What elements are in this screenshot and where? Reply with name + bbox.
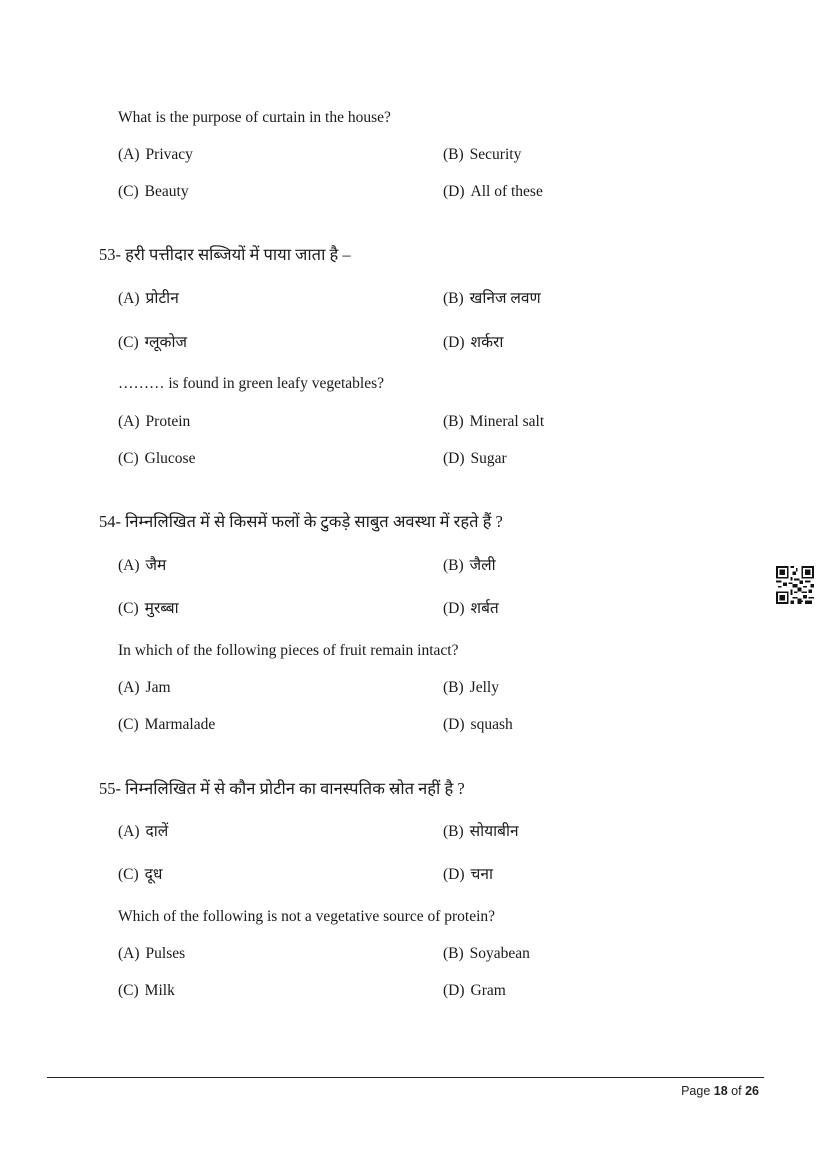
- option-text: Mineral salt: [469, 413, 545, 430]
- option-text: Beauty: [144, 183, 189, 200]
- of-word: of: [731, 1084, 742, 1098]
- option-label: (C): [118, 866, 139, 883]
- option-label: (A): [118, 823, 140, 840]
- option-text: जैली: [469, 557, 496, 574]
- q54-option-d: [443, 715, 513, 735]
- option-label: (B): [443, 413, 464, 430]
- option-label: (D): [443, 716, 465, 733]
- q53-hindi-option-c: [118, 333, 187, 353]
- q53-hindi-option-a: [118, 289, 179, 309]
- option-label: (C): [118, 716, 139, 733]
- option-label: (B): [443, 945, 464, 962]
- q53-english-text: ……… is found in green leafy vegetables?: [118, 375, 384, 392]
- q54-hindi-text: 54- निम्नलिखित में से किसमें फलों के टुकड़े साबुत अवस्था में रहते हैं ?: [99, 512, 503, 531]
- option-label: (B): [443, 146, 464, 163]
- q55-hindi-text: 55- निम्नलिखित में से कौन प्रोटीन का वानस्पतिक स्रोत नहीं है ?: [99, 779, 465, 798]
- option-label: (A): [118, 413, 140, 430]
- option-text: दूध: [144, 866, 163, 883]
- option-label: (C): [118, 982, 139, 999]
- option-text: Protein: [145, 413, 191, 430]
- option-label: (D): [443, 982, 465, 999]
- option-text: Glucose: [144, 450, 196, 467]
- option-label: (B): [443, 823, 464, 840]
- option-label: (D): [443, 183, 465, 200]
- q54-option-b: [443, 678, 499, 698]
- q52-english-text: What is the purpose of curtain in the house?: [118, 109, 391, 126]
- option-label: (A): [118, 945, 140, 962]
- q54-hindi-option-c: [118, 599, 179, 619]
- option-label: (C): [118, 450, 139, 467]
- q52-option-a: [118, 145, 193, 165]
- option-text: Soyabean: [469, 945, 530, 962]
- q54-option-c: [118, 715, 215, 735]
- option-text: Pulses: [145, 945, 186, 962]
- q53-hindi-option-d: [443, 333, 503, 353]
- option-text: शर्बत: [470, 600, 499, 617]
- page-number-footer: [681, 1084, 759, 1098]
- q55-english-text: Which of the following is not a vegetative source of protein?: [118, 908, 496, 925]
- q53-option-d: [443, 449, 507, 469]
- option-text: Marmalade: [144, 716, 216, 733]
- option-text: Privacy: [145, 146, 193, 163]
- option-text: जैम: [145, 557, 167, 574]
- option-text: दालें: [145, 823, 169, 840]
- option-label: (B): [443, 290, 464, 307]
- q53-hindi-text: 53- हरी पत्तीदार सब्जियों में पाया जाता है –: [99, 245, 351, 264]
- q54-english-text: In which of the following pieces of fruit remain intact?: [118, 642, 459, 659]
- q52-option-d: [443, 182, 543, 202]
- q52-option-c: [118, 182, 189, 202]
- option-text: Jelly: [469, 679, 499, 696]
- q54-hindi-option-b: [443, 556, 496, 576]
- option-label: (C): [118, 183, 139, 200]
- option-text: ग्लूकोज: [144, 334, 187, 351]
- option-text: मुरब्बा: [144, 600, 179, 617]
- q55-hindi-option-c: [118, 865, 162, 885]
- q55-option-d: [443, 981, 506, 1001]
- q54-hindi-option-d: [443, 599, 499, 619]
- option-label: (D): [443, 866, 465, 883]
- option-text: Gram: [470, 982, 506, 999]
- option-label: (A): [118, 679, 140, 696]
- option-text: All of these: [470, 183, 543, 200]
- option-label: (B): [443, 557, 464, 574]
- q55-hindi-option-d: [443, 865, 493, 885]
- q53-option-c: [118, 449, 195, 469]
- option-text: प्रोटीन: [145, 290, 179, 307]
- option-text: शर्करा: [470, 334, 504, 351]
- option-label: (D): [443, 334, 465, 351]
- option-label: (A): [118, 146, 140, 163]
- q55-hindi-option-b: [443, 822, 519, 842]
- q55-option-a: [118, 944, 185, 964]
- qr-code-icon: [776, 566, 814, 604]
- option-text: Security: [469, 146, 522, 163]
- current-page-number: 18: [713, 1084, 728, 1098]
- q53-option-a: [118, 412, 190, 432]
- footer-divider: [47, 1077, 764, 1078]
- option-label: (B): [443, 679, 464, 696]
- q55-hindi-option-a: [118, 822, 168, 842]
- page-word: Page: [681, 1084, 711, 1098]
- q55-option-c: [118, 981, 175, 1001]
- option-text: खनिज लवण: [469, 290, 541, 307]
- q53-hindi-option-b: [443, 289, 541, 309]
- q54-hindi-option-a: [118, 556, 166, 576]
- option-text: Milk: [144, 982, 175, 999]
- option-text: Sugar: [470, 450, 507, 467]
- option-text: चना: [470, 866, 493, 883]
- option-label: (D): [443, 450, 465, 467]
- option-text: Jam: [145, 679, 171, 696]
- q55-option-b: [443, 944, 530, 964]
- q52-option-b: [443, 145, 521, 165]
- total-pages-number: 26: [745, 1084, 759, 1098]
- option-text: squash: [470, 716, 513, 733]
- option-label: (D): [443, 600, 465, 617]
- option-label: (A): [118, 557, 140, 574]
- q54-option-a: [118, 678, 171, 698]
- option-label: (C): [118, 600, 139, 617]
- option-text: सोयाबीन: [469, 823, 519, 840]
- option-label: (C): [118, 334, 139, 351]
- q53-option-b: [443, 412, 544, 432]
- option-label: (A): [118, 290, 140, 307]
